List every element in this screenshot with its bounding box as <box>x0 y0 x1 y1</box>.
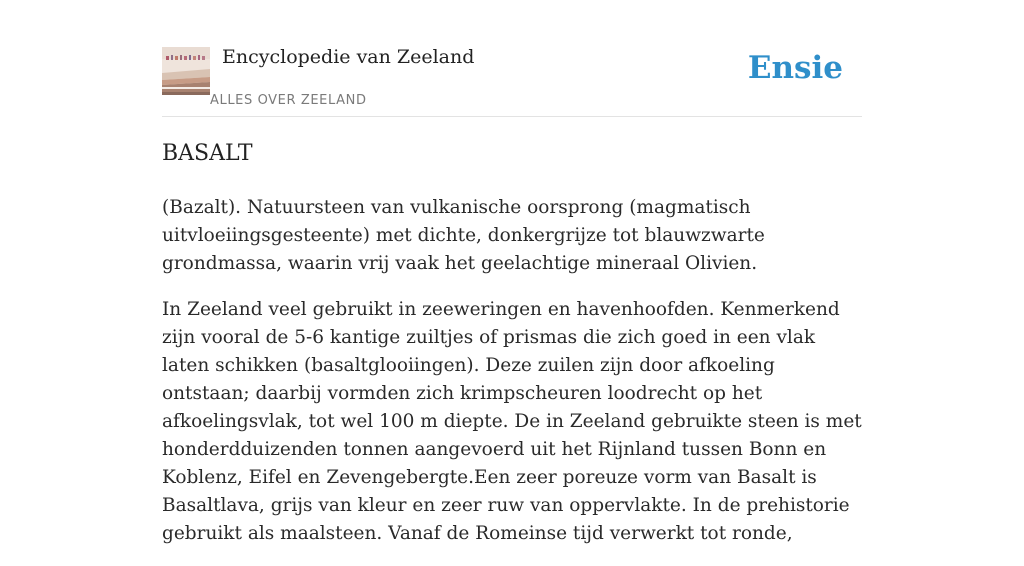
encyclopedia-cover-icon <box>162 47 210 95</box>
article-paragraph: In Zeeland veel gebruikt in zeeweringen en havenhoofden. Kenmerkend zijn vooral de 5-6 kantige zuiltjes of prismas die zich goed in een vlak laten schikken (basaltglooiingen). Deze zuilen zijn door afkoeling ontstaan; daarbij vormden zich krimpscheuren loodrecht op het afkoelingsvlak, tot wel 100 m diepte. De in Zeeland gebruikte steen is met honderdduizenden tonnen aangevoerd uit het Rijnland tussen Bonn en Koblenz, Eifel en Zevengebergte.Een zeer poreuze vorm van Basalt is Basaltlava, grijs van kleur en zeer ruw van oppervlakte. In de prehistorie gebruikt als maalsteen. Vanaf de Romeinse tijd verwerkt tot ronde, <box>162 299 862 544</box>
site-avatar[interactable] <box>162 47 210 95</box>
article-paragraph: (Bazalt). Natuursteen van vulkanische oorsprong (magmatisch uitvloeiingsgesteente) met dichte, donkergrijze tot blauwzwarte grondmassa, waarin vrij vaak het geelachtige mineraal Olivien. <box>162 197 765 274</box>
site-header <box>162 44 862 117</box>
ensie-logo[interactable]: Ensie <box>747 50 843 86</box>
article <box>162 138 862 566</box>
article-title: BASALT <box>162 141 253 166</box>
site-subtitle: ALLES OVER ZEELAND <box>210 93 367 108</box>
site-title[interactable]: Encyclopedie van Zeeland <box>222 46 475 68</box>
